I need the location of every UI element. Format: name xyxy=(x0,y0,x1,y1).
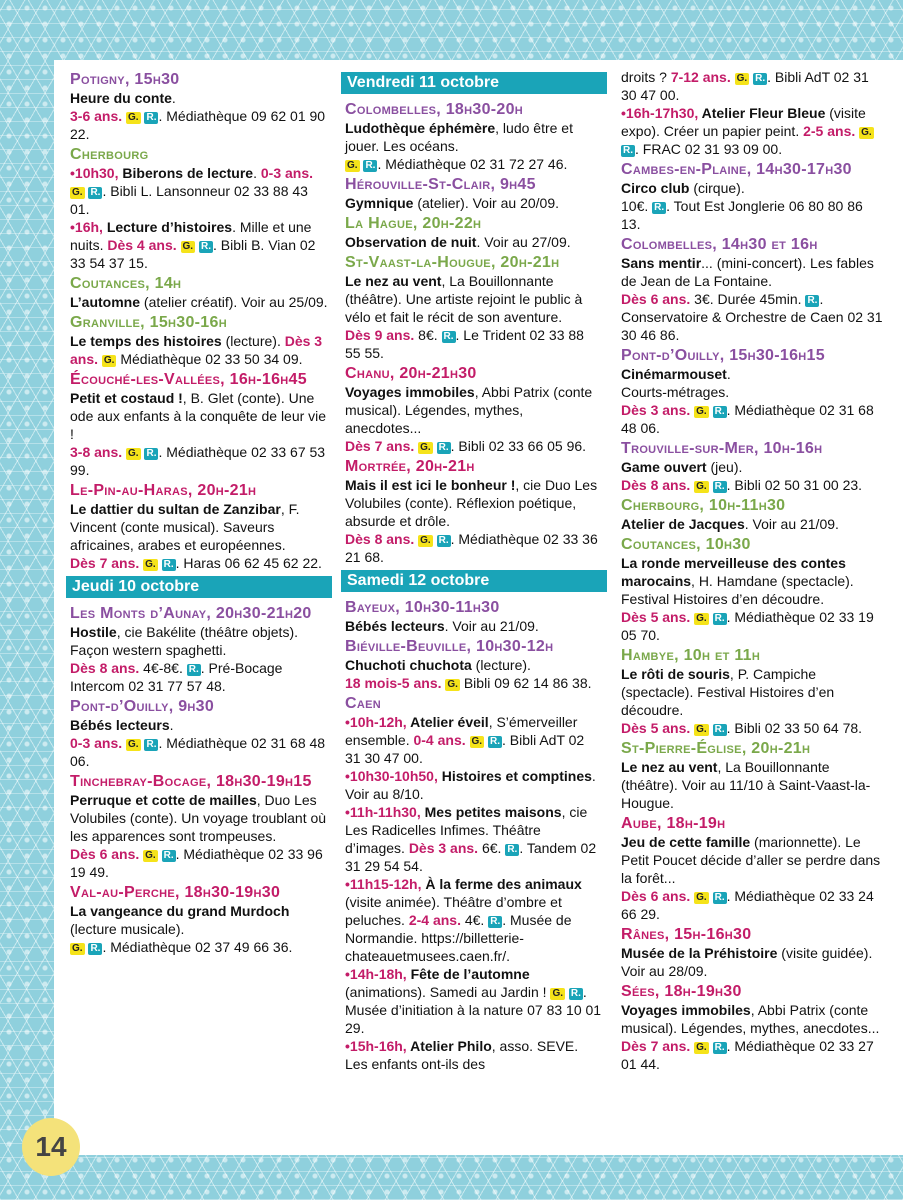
event-text: (visite expo). Créer un papier peint. xyxy=(621,105,866,139)
age-range: 3-8 ans. xyxy=(70,444,123,460)
badge-g: G. xyxy=(696,481,707,492)
event-text: (lecture). xyxy=(471,657,531,673)
event-text: (lecture musicale). xyxy=(70,921,185,937)
badge-r: R. xyxy=(807,295,818,306)
event-text: , Duo Les Volubiles (conte). Un voyage troublant où les apparences sont trompeuses. xyxy=(70,792,327,844)
event-text: . xyxy=(171,90,176,106)
event-entry xyxy=(621,365,883,437)
event-text: . Médiathèque 02 33 36 21 68. xyxy=(345,531,598,565)
event-text: . Médiathèque 02 33 24 66 29. xyxy=(621,888,874,922)
event-entry xyxy=(621,833,883,923)
badge-r: R. xyxy=(90,187,101,198)
age-range: Dès 6 ans. xyxy=(621,291,691,307)
age-range: Dès 6 ans. xyxy=(621,888,691,904)
town-heading: Bayeux, 10h30-11h30 xyxy=(345,599,500,616)
town-heading: Val-au-Perche, 18h30-19h30 xyxy=(70,884,281,901)
badge-r: R. xyxy=(90,943,101,954)
town-heading: Coutances, 10h30 xyxy=(621,536,751,553)
event-entry xyxy=(345,119,603,173)
age-range: Dès 8 ans. xyxy=(70,660,140,676)
event-title: Atelier Philo xyxy=(410,1038,492,1054)
event-title: Atelier Fleur Bleue xyxy=(701,105,826,121)
event-title: Le nez au vent xyxy=(621,759,718,775)
event-text: droits ? xyxy=(621,69,671,85)
event-entry xyxy=(345,383,603,455)
age-range: Dès 3 ans. xyxy=(408,840,479,856)
event-title: Le dattier du sultan de Zanzibar xyxy=(70,501,281,517)
event-text: . Bibli AdT 02 31 30 47 00. xyxy=(345,732,585,766)
event-entry xyxy=(621,1001,883,1073)
badge-g: G. xyxy=(420,535,431,546)
event-title: Chuchoti chuchota xyxy=(345,657,472,673)
event-title: Voyages immobiles xyxy=(621,1002,751,1018)
event-title: Jeu de cette famille xyxy=(621,834,751,850)
age-range: Dès 8 ans. xyxy=(621,477,691,493)
event-text: 4€. xyxy=(460,912,489,928)
event-time: •11h15-12h, xyxy=(345,876,426,892)
event-text: . Tout Est Jonglerie 06 80 80 86 13. xyxy=(621,198,863,232)
event-entry xyxy=(621,179,883,233)
event-text: . xyxy=(253,165,261,181)
event-text: , Abbi Patrix (conte musical). Légendes, mythes, anecdotes... xyxy=(345,384,593,436)
event-text: (marionnette). Le Petit Poucet décide d’aller se perdre dans la forêt... xyxy=(621,834,881,886)
badge-g: G. xyxy=(471,736,483,747)
age-range: 0-4 ans. xyxy=(413,732,466,748)
event-text: Courts-métrages. xyxy=(621,384,730,400)
event-title: Perruque et cotte de mailles xyxy=(70,792,257,808)
event-text: . Le Trident 02 33 88 55 55. xyxy=(345,327,584,361)
event-text: , cie Les Radicelles Infimes. Théâtre d’images. xyxy=(345,804,588,856)
badge-r: R. xyxy=(714,613,725,624)
event-entry xyxy=(345,803,603,875)
event-entry xyxy=(70,716,328,770)
event-title: La vangeance du grand Murdoch xyxy=(70,903,290,919)
badge-r: R. xyxy=(570,988,581,999)
event-entry xyxy=(345,233,603,251)
event-title: Game ouvert xyxy=(621,459,707,475)
age-range: 3-6 ans. xyxy=(70,108,123,124)
event-text: . Médiathèque 02 33 67 53 99. xyxy=(70,444,326,478)
event-entry xyxy=(621,68,883,104)
age-range: Dès 5 ans. xyxy=(621,720,691,736)
column-left xyxy=(70,68,328,956)
event-text: . Voir au 27/09. xyxy=(476,234,571,250)
badge-g: G. xyxy=(182,241,194,252)
event-entry xyxy=(70,164,328,218)
event-title: À la ferme des animaux xyxy=(425,876,582,892)
event-time: •16h, xyxy=(70,219,107,235)
badge-g: G. xyxy=(861,127,872,138)
event-title: Atelier de Jacques xyxy=(621,516,745,532)
badge-g: G. xyxy=(145,850,156,861)
event-title: Fête de l’automne xyxy=(410,966,530,982)
event-time: •10h30, xyxy=(70,165,123,181)
event-text xyxy=(177,237,181,253)
age-range: 0-3 ans. xyxy=(260,165,314,181)
event-entry xyxy=(345,965,603,1037)
event-entry xyxy=(345,713,603,767)
event-entry xyxy=(621,758,883,812)
event-text: . Médiathèque 02 31 72 27 46. xyxy=(377,156,568,172)
event-text: 10€. xyxy=(621,198,653,214)
badge-g: G. xyxy=(72,187,83,198)
event-entry xyxy=(345,476,603,566)
badge-g: G. xyxy=(696,1042,707,1053)
badge-r: R. xyxy=(188,664,199,675)
event-text: (cirque). xyxy=(689,180,745,196)
badge-g: G. xyxy=(447,679,458,690)
event-title: Mes petites maisons xyxy=(424,804,562,820)
badge-g: G. xyxy=(145,559,156,570)
age-range: Dès 3 ans. xyxy=(621,402,691,418)
badge-r: R. xyxy=(163,850,174,861)
badge-g: G. xyxy=(128,448,139,459)
event-entry xyxy=(621,944,883,980)
event-text: Médiathèque 02 33 50 34 09. xyxy=(116,351,303,367)
event-entry xyxy=(70,218,328,272)
event-text: (animations). Samedi au Jardin ! xyxy=(345,984,551,1000)
event-text: . Bibli L. Lansonneur 02 33 88 43 01. xyxy=(70,183,308,217)
event-title: Circo club xyxy=(621,180,690,196)
event-entry xyxy=(70,791,328,881)
badge-r: R. xyxy=(438,442,449,453)
town-heading: Aube, 18h-19h xyxy=(621,815,726,832)
event-text: . Médiathèque 02 33 96 19 49. xyxy=(70,846,323,880)
badge-g: G. xyxy=(696,613,707,624)
day-header: Jeudi 10 octobre xyxy=(66,576,332,598)
event-title: Petit et costaud ! xyxy=(70,390,183,406)
town-heading: La Hague, 20h-22h xyxy=(345,215,482,232)
event-text: , cie Bakélite (théâtre objets). Façon western spaghetti. xyxy=(70,624,298,658)
event-text: , La Bouillonnante (théâtre). Une artiste rejoint le public à vélo et fait le récit de son aventure. xyxy=(345,273,583,325)
event-text xyxy=(466,732,470,748)
town-heading: Cherbourg xyxy=(70,146,149,163)
event-text: . Médiathèque 02 37 49 66 36. xyxy=(102,939,293,955)
event-text: , F. Vincent (conte musical). Saveurs africaines, arabes et européennes. xyxy=(70,501,300,553)
event-text: , La Bouillonnante (théâtre). Voir au 11/10 à Saint-Vaast-la-Hougue. xyxy=(621,759,871,811)
badge-r: R. xyxy=(146,448,157,459)
badge-g: G. xyxy=(128,112,139,123)
badge-g: G. xyxy=(696,724,707,735)
age-range: Dès 7 ans. xyxy=(70,555,140,571)
badge-r: R. xyxy=(489,736,500,747)
event-time: •11h-11h30, xyxy=(345,804,425,820)
age-range: Dès 7 ans. xyxy=(621,1038,691,1054)
event-title: Le nez au vent xyxy=(345,273,442,289)
town-heading: Sées, 18h-19h30 xyxy=(621,983,742,1000)
event-time: •10h30-10h50, xyxy=(345,768,442,784)
event-entry xyxy=(621,254,883,344)
event-entry xyxy=(621,515,883,533)
event-entry xyxy=(345,194,603,212)
event-text: , asso. SEVE. Les enfants ont-ils des xyxy=(345,1038,579,1072)
day-header: Vendredi 11 octobre xyxy=(341,72,607,94)
town-heading: Pont-d’Ouilly, 9h30 xyxy=(70,698,215,715)
town-heading: Coutances, 14h xyxy=(70,275,182,292)
event-text: ... (mini-concert). Les fables de Jean de La Fontaine. xyxy=(621,255,874,289)
town-heading: Mortrée, 20h-21h xyxy=(345,458,475,475)
badge-g: G. xyxy=(128,739,139,750)
event-text: , B. Glet (conte). Une ode aux enfants à la conquête de leur vie ! xyxy=(70,390,327,442)
event-text: . Bibli 02 33 66 05 96. xyxy=(450,438,587,454)
badge-r: R. xyxy=(755,73,766,84)
event-text: , P. Campiche (spectacle). Festival Histoires d’en découdre. xyxy=(621,666,835,718)
age-range: Dès 5 ans. xyxy=(621,609,691,625)
age-range: 0-3 ans. xyxy=(70,735,123,751)
event-title: Hostile xyxy=(70,624,117,640)
event-text: . Voir au 21/09. xyxy=(444,618,539,634)
badge-r: R. xyxy=(623,145,633,156)
event-text: . Musée de Normandie. https://billetterie-chateauetmusees.caen.fr/. xyxy=(345,912,572,964)
event-text: 6€. xyxy=(478,840,506,856)
event-time: •15h-16h, xyxy=(345,1038,411,1054)
badge-r: R. xyxy=(654,202,665,213)
event-text: , H. Hamdane (spectacle). Festival Histoires d’en découdre. xyxy=(621,573,854,607)
event-time: •16h-17h30, xyxy=(621,105,702,121)
event-entry xyxy=(345,617,603,635)
event-entry xyxy=(345,875,603,965)
event-text: . Médiathèque 02 33 19 05 70. xyxy=(621,609,874,643)
badge-r: R. xyxy=(443,331,454,342)
event-text: . Bibli B. Vian 02 33 54 37 15. xyxy=(70,237,316,271)
town-heading: Colombelles, 14h30 et 16h xyxy=(621,236,818,253)
town-heading: Tinchebray-Bocage, 18h30-19h15 xyxy=(70,773,312,790)
event-text: . Musée d’initiation à la nature 07 83 10 01 29. xyxy=(345,984,602,1036)
badge-r: R. xyxy=(146,112,157,123)
event-title: Observation de nuit xyxy=(345,234,477,250)
event-text: . Médiathèque 02 33 27 01 44. xyxy=(621,1038,874,1072)
age-range: Dès 4 ans. xyxy=(107,237,177,253)
age-range: Dès 7 ans. xyxy=(345,438,415,454)
town-heading: Granville, 15h30-16h xyxy=(70,314,227,331)
badge-r: R. xyxy=(714,406,725,417)
event-entry xyxy=(70,902,328,956)
event-text: . xyxy=(169,717,174,733)
event-text: . Médiathèque 09 62 01 90 22. xyxy=(70,108,326,142)
event-title: Musée de la Préhistoire xyxy=(621,945,778,961)
day-header: Samedi 12 octobre xyxy=(341,570,607,592)
event-entry xyxy=(345,767,603,803)
town-heading: Les Monts d’Aunay, 20h30-21h20 xyxy=(70,605,312,622)
town-heading: Colombelles, 18h30-20h xyxy=(345,101,524,118)
town-heading: Potigny, 15h30 xyxy=(70,71,180,88)
event-text: . Mille et une nuits. xyxy=(70,219,312,253)
event-entry xyxy=(70,332,328,368)
event-entry xyxy=(70,500,328,572)
town-heading: Trouville-sur-Mer, 10h-16h xyxy=(621,440,823,457)
town-heading: Hérouville-St-Clair, 9h45 xyxy=(345,176,536,193)
event-text: . Bibli AdT 02 31 30 47 00. xyxy=(621,69,869,103)
event-title: Le rôti de souris xyxy=(621,666,730,682)
age-range: 18 mois-5 ans. xyxy=(345,675,442,691)
event-text: (lecture). xyxy=(221,333,285,349)
event-title: L’automne xyxy=(70,294,141,310)
event-entry xyxy=(70,89,328,143)
town-heading: Écouché-les-Vallées, 16h-16h45 xyxy=(70,371,307,388)
event-title: Biberons de lecture xyxy=(122,165,254,181)
badge-r: R. xyxy=(714,724,725,735)
event-time: •10h-12h, xyxy=(345,714,411,730)
event-text: 8€. xyxy=(414,327,442,343)
event-title: Sans mentir xyxy=(621,255,702,271)
town-heading: Cambes-en-Plaine, 14h30-17h30 xyxy=(621,161,852,178)
badge-g: G. xyxy=(420,442,431,453)
badge-r: R. xyxy=(146,739,157,750)
badge-r: R. xyxy=(507,844,518,855)
event-entry xyxy=(345,1037,603,1073)
event-text: . Médiathèque 02 31 68 48 06. xyxy=(70,735,326,769)
event-entry xyxy=(621,554,883,644)
event-entry xyxy=(70,623,328,695)
event-title: Bébés lecteurs xyxy=(70,717,170,733)
column-right xyxy=(621,68,883,1073)
event-entry xyxy=(70,389,328,479)
event-title: Histoires et comptines xyxy=(441,768,592,784)
town-heading: Pont-d’Ouilly, 15h30-16h15 xyxy=(621,347,825,364)
event-title: Ludothèque éphémère xyxy=(345,120,496,136)
badge-r: R. xyxy=(714,481,725,492)
event-text: (jeu). xyxy=(706,459,743,475)
badge-r: R. xyxy=(490,916,501,927)
age-range: Dès 8 ans. xyxy=(345,531,415,547)
event-text: Bibli 09 62 14 86 38. xyxy=(459,675,592,691)
event-text: . FRAC 02 31 93 09 00. xyxy=(635,141,783,157)
event-text: . Haras 06 62 45 62 22. xyxy=(175,555,322,571)
town-heading: Caen xyxy=(345,695,381,712)
event-text: . Pré-Bocage Intercom 02 31 77 57 48. xyxy=(70,660,283,694)
badge-r: R. xyxy=(163,559,174,570)
event-text: . Bibli 02 33 50 64 78. xyxy=(726,720,863,736)
event-text: . Voir au 8/10. xyxy=(345,768,596,802)
event-entry xyxy=(345,656,603,692)
event-title: Voyages immobiles xyxy=(345,384,475,400)
town-heading: Cherbourg, 10h-11h30 xyxy=(621,497,786,514)
event-entry xyxy=(621,104,883,158)
badge-r: R. xyxy=(714,1042,725,1053)
town-heading: Hambye, 10h et 11h xyxy=(621,647,761,664)
town-heading: St-Vaast-la-Hougue, 20h-21h xyxy=(345,254,560,271)
event-text: 3€. Durée 45min. xyxy=(690,291,806,307)
event-entry xyxy=(621,458,883,494)
age-range: Dès 6 ans. xyxy=(70,846,140,862)
age-range: 2-4 ans. xyxy=(408,912,461,928)
event-text: . xyxy=(726,366,731,382)
town-heading: Le-Pin-au-Haras, 20h-21h xyxy=(70,482,257,499)
badge-g: G. xyxy=(72,943,83,954)
event-text: , cie Duo Les Volubiles (conte). Réflexion poétique, absurde et drôle. xyxy=(345,477,598,529)
event-text: . Voir au 21/09. xyxy=(744,516,839,532)
event-title: Mais il est ici le bonheur ! xyxy=(345,477,516,493)
event-title: Cinémarmouset xyxy=(621,366,727,382)
event-title: Heure du conte xyxy=(70,90,172,106)
event-text: . Médiathèque 02 31 68 48 06. xyxy=(621,402,874,436)
badge-g: G. xyxy=(736,73,748,84)
town-heading: St-Pierre-Église, 20h-21h xyxy=(621,740,811,757)
badge-r: R. xyxy=(438,535,449,546)
badge-r: R. xyxy=(714,892,725,903)
event-text: 4€-8€. xyxy=(139,660,187,676)
column-middle xyxy=(345,68,603,1073)
town-heading: Chanu, 20h-21h30 xyxy=(345,365,477,382)
event-text: , Abbi Patrix (conte musical). Légendes, mythes, anecdotes... xyxy=(621,1002,880,1036)
age-range: 2-5 ans. xyxy=(803,123,856,139)
event-title: La ronde merveilleuse des contes marocains xyxy=(621,555,846,589)
event-entry xyxy=(70,293,328,311)
event-text: (visite guidée). Voir au 28/09. xyxy=(621,945,873,979)
badge-r: R. xyxy=(365,160,376,171)
event-title: Lecture d’histoires xyxy=(106,219,233,235)
event-text: (visite animée). Théâtre d’ombre et peluches. xyxy=(345,894,562,928)
badge-g: G. xyxy=(347,160,358,171)
event-title: Atelier éveil xyxy=(410,714,489,730)
badge-r: R. xyxy=(200,241,211,252)
event-time: •14h-18h, xyxy=(345,966,411,982)
badge-g: G. xyxy=(103,355,115,366)
event-text: . Conservatoire & Orchestre de Caen 02 31 30 46 86. xyxy=(621,291,883,343)
event-entry xyxy=(621,665,883,737)
event-text: . Bibli 02 50 31 00 23. xyxy=(726,477,863,493)
event-title: Bébés lecteurs xyxy=(345,618,445,634)
event-title: Gymnique xyxy=(345,195,414,211)
page-number: 14 xyxy=(22,1118,80,1176)
age-range: Dès 3 ans. xyxy=(70,333,323,367)
age-range: Dès 9 ans. xyxy=(345,327,415,343)
age-range: 7-12 ans. xyxy=(670,69,731,85)
badge-g: G. xyxy=(552,988,563,999)
badge-g: G. xyxy=(696,892,707,903)
event-text: (atelier). Voir au 20/09. xyxy=(413,195,559,211)
badge-g: G. xyxy=(696,406,707,417)
town-heading: Biéville-Beuville, 10h30-12h xyxy=(345,638,554,655)
event-text: (atelier créatif). Voir au 25/09. xyxy=(140,294,328,310)
event-text: , ludo être et jouer. Les océans. xyxy=(345,120,573,154)
event-text: . Tandem 02 31 29 54 54. xyxy=(345,840,597,874)
event-title: Le temps des histoires xyxy=(70,333,222,349)
event-entry xyxy=(345,272,603,362)
town-heading: Rânes, 15h-16h30 xyxy=(621,926,752,943)
event-text: , S’émerveiller ensemble. xyxy=(345,714,578,748)
